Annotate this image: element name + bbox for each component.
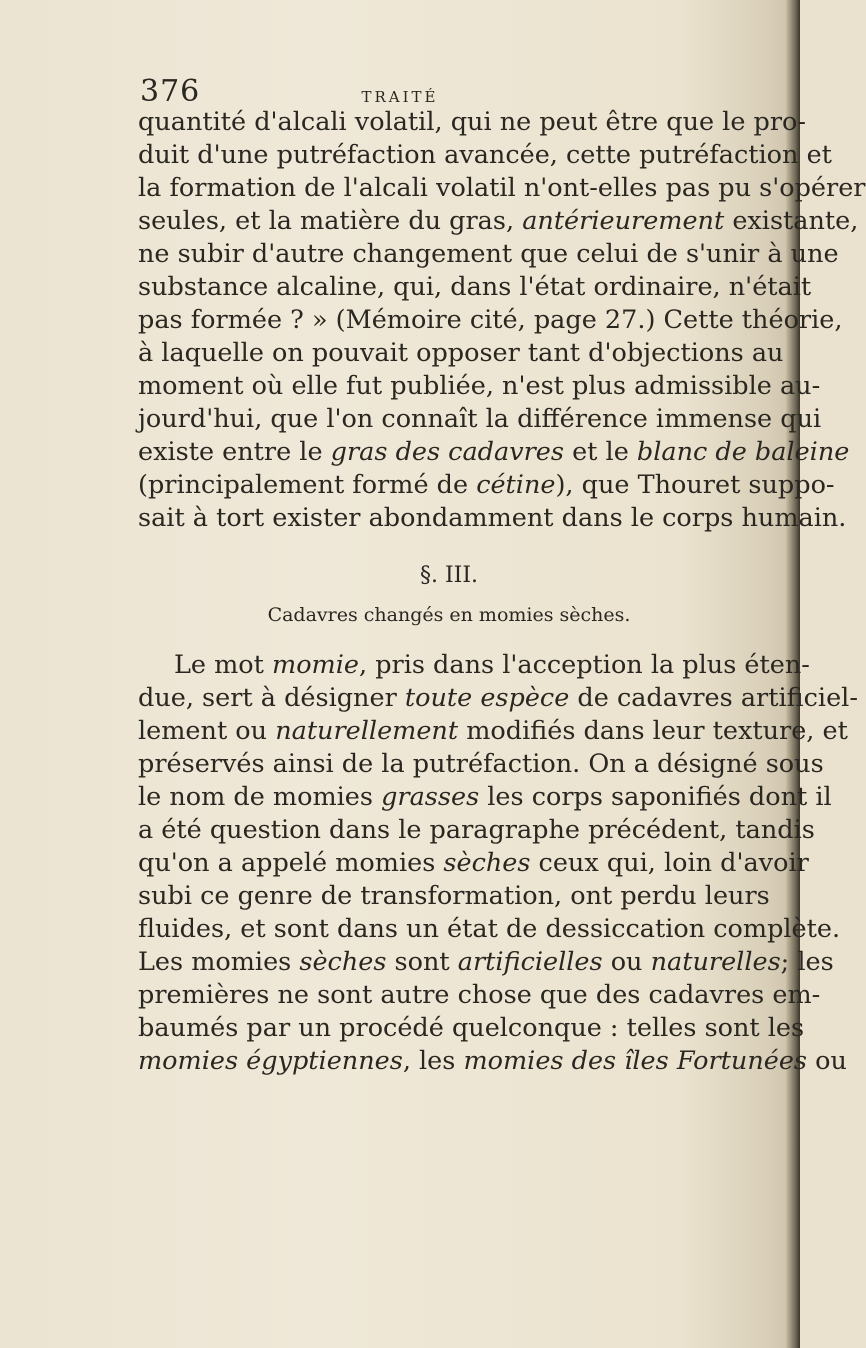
text-line <box>138 946 834 979</box>
text-line: la formation de l'alcali volatil n'ont-elles pas pu s'opérer <box>138 173 866 203</box>
text-line: a été question dans le paragraphe précédent, tandis <box>138 815 815 845</box>
text-line: sait à tort exister abondamment dans le corps humain. <box>138 503 847 533</box>
text-line <box>138 436 850 469</box>
italic-term: naturelles <box>650 947 781 977</box>
text-run: Les momies <box>138 947 300 977</box>
italic-term: grasses <box>381 782 480 812</box>
text-line: ne subir d'autre changement que celui de s'unir à une <box>138 239 839 269</box>
body-text <box>138 106 866 1078</box>
running-head: TRAITÉ <box>361 88 439 106</box>
italic-term: sèches <box>443 848 531 878</box>
text-run: , les <box>402 1046 464 1076</box>
section-heading: §. III. <box>419 563 479 588</box>
text-run: modifiés dans leur texture, et <box>458 716 848 746</box>
text-run: sont <box>386 947 458 977</box>
text-line: pas formée ? » (Mémoire cité, page 27.) Cette théorie, <box>138 305 843 335</box>
text-line: moment où elle fut publiée, n'est plus admissible au- <box>138 371 821 401</box>
italic-term: gras des cadavres <box>330 437 564 467</box>
text-line: fluides, et sont dans un état de dessiccation complète. <box>138 914 841 944</box>
text-run: seules, et la matière du gras, <box>138 206 523 236</box>
text-run: et le <box>563 437 637 467</box>
italic-term: blanc de baleine <box>636 437 850 467</box>
text-line <box>138 1045 847 1078</box>
text-run: ), que Thouret suppo- <box>555 470 835 500</box>
italic-term: toute espèce <box>404 683 570 713</box>
text-line: subi ce genre de transformation, ont perdu leurs <box>138 881 770 911</box>
text-line: jourd'hui, que l'on connaît la différence immense qui <box>138 404 822 434</box>
paragraph-2 <box>138 649 858 1078</box>
text-run: ou <box>807 1046 847 1076</box>
paragraph-1 <box>138 106 866 535</box>
italic-term: momies des îles Fortunées <box>463 1046 808 1076</box>
text-run: ceux qui, loin d'avoir <box>530 848 809 878</box>
text-line: premières ne sont autre chose que des cadavres em- <box>138 980 821 1010</box>
text-line: duit d'une putréfaction avancée, cette putréfaction et <box>138 140 832 170</box>
text-run: le nom de momies <box>138 782 382 812</box>
text-run: Le mot <box>174 650 273 680</box>
text-line <box>138 781 832 814</box>
text-run: qu'on a appelé momies <box>138 848 444 878</box>
text-line <box>138 682 858 715</box>
text-run: due, sert à désigner <box>138 683 405 713</box>
text-run: lement ou <box>138 716 276 746</box>
text-line: substance alcaline, qui, dans l'état ordinaire, n'était <box>138 272 812 302</box>
text-run: existante, <box>724 206 859 236</box>
italic-term: momie <box>272 650 359 680</box>
text-run: ; les <box>780 947 834 977</box>
italic-term: momies égyptiennes <box>138 1046 403 1076</box>
italic-term: naturellement <box>275 716 459 746</box>
text-line: quantité d'alcali volatil, qui ne peut être que le pro- <box>138 107 807 137</box>
text-line: à laquelle on pouvait opposer tant d'objections au <box>138 338 784 368</box>
text-line <box>138 205 859 238</box>
italic-term: artificielles <box>457 947 603 977</box>
text-line <box>138 715 848 748</box>
text-run: (principalement formé de <box>138 470 477 500</box>
text-run: existe entre le <box>138 437 331 467</box>
text-line <box>138 469 835 502</box>
text-run: les corps saponifiés dont il <box>479 782 832 812</box>
text-line: baumés par un procédé quelconque : telles sont les <box>138 1013 805 1043</box>
text-run: , pris dans l'acception la plus éten- <box>358 650 810 680</box>
text-line <box>138 649 810 682</box>
italic-term: sèches <box>299 947 387 977</box>
italic-term: cétine <box>476 470 556 500</box>
text-run: de cadavres artificiel- <box>569 683 858 713</box>
text-line <box>138 847 809 880</box>
text-run: ou <box>602 947 651 977</box>
italic-term: antérieurement <box>522 206 725 236</box>
section-subtitle: Cadavres changés en momies sèches. <box>267 604 631 626</box>
text-line: préservés ainsi de la putréfaction. On a désigné sous <box>138 749 824 779</box>
page-number: 376 <box>140 74 201 109</box>
